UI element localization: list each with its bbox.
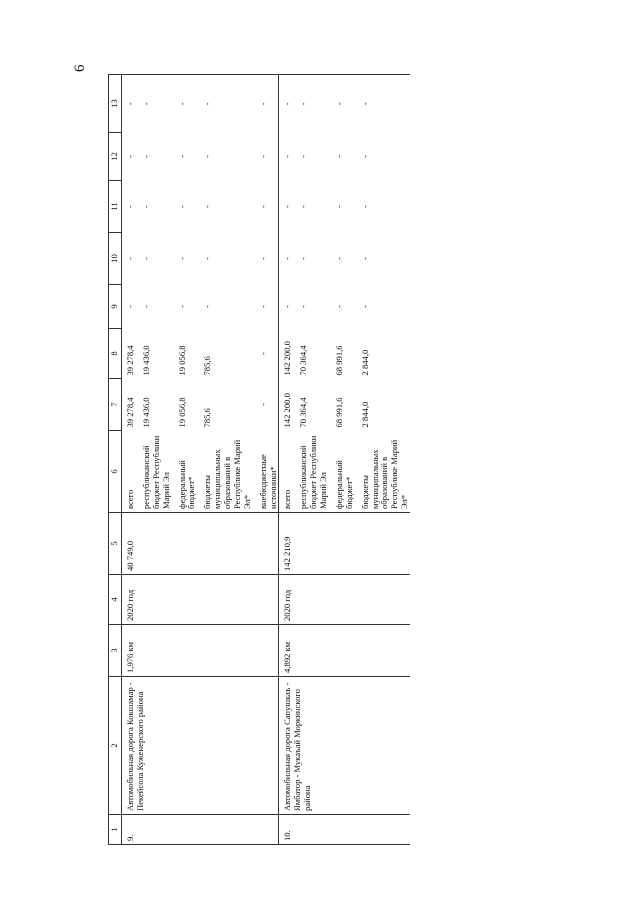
page-number: 6: [72, 64, 88, 72]
col-header: 7: [109, 379, 122, 431]
col-header: 5: [109, 513, 122, 575]
road-name: Автомобильная дорога Кокшамар - Пекейсола Куженерского района: [122, 677, 279, 815]
value-c12: -: [298, 155, 309, 158]
value-c12: -: [279, 133, 293, 181]
value-c7: -: [257, 403, 268, 406]
value-c13: -: [253, 75, 279, 133]
value-c13: -: [279, 75, 293, 133]
value-c7: 142 200,0: [279, 379, 293, 431]
value-c7: 70 364,4: [298, 397, 309, 428]
table-row: [279, 75, 293, 845]
value-c9: -: [202, 305, 213, 308]
value-c10: -: [125, 257, 135, 260]
value-c12: -: [140, 155, 151, 158]
value-c10: -: [359, 257, 370, 260]
source-label: федеральный бюджет*: [333, 460, 354, 509]
col-header: 8: [109, 329, 122, 379]
value-c12: -: [176, 155, 187, 158]
value-c8: 68 991,6: [333, 345, 344, 376]
total-cost: 40 749,0: [122, 513, 279, 575]
value-c8: 2 844,0: [359, 349, 370, 376]
value-c11: -: [125, 205, 135, 208]
value-c12: -: [359, 155, 370, 158]
value-c11: -: [140, 205, 151, 208]
col-header: 13: [109, 75, 122, 133]
value-c7: 19 436,0: [140, 397, 151, 428]
value-c9: -: [140, 305, 151, 308]
value-c8: -: [257, 352, 268, 355]
value-c13: -: [293, 75, 329, 133]
col-header: 11: [109, 181, 122, 233]
value-c9: -: [257, 305, 268, 308]
value-c9: -: [298, 305, 309, 308]
value-c8: 142 200,0: [279, 329, 293, 379]
value-c10: -: [298, 257, 309, 260]
value-c10: -: [279, 233, 293, 285]
value-c12: -: [125, 155, 135, 158]
col-header: 10: [109, 233, 122, 285]
value-c11: -: [279, 181, 293, 233]
col-header: 1: [109, 815, 122, 845]
road-name: Автомобильная дорога Сапушкаъ - Ямбатор - Мукаъай Моркинского района: [279, 677, 410, 815]
value-c8: 39 278,4: [125, 345, 135, 376]
value-c13: -: [172, 75, 198, 133]
value-c12: -: [202, 155, 213, 158]
road-length: 4,892 км: [279, 625, 410, 677]
value-c7: 785,6: [202, 408, 213, 428]
source-label: республиканский бюджет Республики Марий Эл: [140, 435, 171, 509]
value-c13: -: [355, 75, 410, 133]
value-c8: 19 056,8: [176, 345, 187, 376]
total-cost: 142 210,9: [279, 513, 410, 575]
value-c7: 19 056,8: [176, 397, 187, 428]
col-header: 2: [109, 677, 122, 815]
source-label: всего: [279, 431, 293, 513]
col-header: 4: [109, 575, 122, 625]
value-c7: 2 844,0: [359, 401, 370, 428]
col-header: 6: [109, 431, 122, 513]
source-label: бюджеты муниципальных образований в Республике Марий Эл*: [359, 439, 410, 509]
value-c10: -: [257, 257, 268, 260]
year: 2020 год: [279, 575, 410, 625]
row-number: 10.: [279, 815, 410, 845]
source-label: бюджеты муниципальных образований в Республике Марий Эл*: [202, 439, 252, 509]
value-c7: 68 991,6: [333, 397, 344, 428]
value-c9: -: [176, 305, 187, 308]
value-c7: 39 278,4: [125, 397, 135, 428]
value-c9: -: [279, 285, 293, 329]
value-c10: -: [202, 257, 213, 260]
rotated-table-container: [108, 75, 528, 845]
year: 2020 год: [122, 575, 279, 625]
value-c8: 19 436,0: [140, 345, 151, 376]
source-label: всего: [125, 489, 135, 509]
source-label: внебюджетные источники*: [257, 454, 278, 509]
value-c10: -: [333, 257, 344, 260]
roads-table: [108, 74, 410, 845]
column-number-row: [109, 75, 122, 845]
value-c9: -: [359, 305, 370, 308]
value-c8: 70 364,4: [298, 345, 309, 376]
value-c13: -: [197, 75, 252, 133]
value-c11: -: [359, 205, 370, 208]
value-c11: -: [257, 205, 268, 208]
value-c10: -: [176, 257, 187, 260]
road-length: 1,976 км: [122, 625, 279, 677]
col-header: 12: [109, 133, 122, 181]
source-label: федеральный бюджет*: [176, 460, 197, 509]
value-c11: -: [176, 205, 187, 208]
value-c13: -: [122, 75, 136, 133]
value-c13: -: [329, 75, 355, 133]
value-c12: -: [257, 155, 268, 158]
value-c12: -: [333, 155, 344, 158]
value-c8: 785,6: [202, 356, 213, 376]
source-label: республиканский бюджет Республики Марий Эл: [298, 435, 328, 509]
value-c11: -: [202, 205, 213, 208]
value-c9: -: [333, 305, 344, 308]
value-c10: -: [140, 257, 151, 260]
value-c9: -: [125, 305, 135, 308]
value-c13: -: [136, 75, 172, 133]
row-number: 9.: [122, 815, 279, 845]
col-header: 9: [109, 285, 122, 329]
value-c11: -: [298, 205, 309, 208]
table-row: [122, 75, 136, 845]
value-c11: -: [333, 205, 344, 208]
col-header: 3: [109, 625, 122, 677]
